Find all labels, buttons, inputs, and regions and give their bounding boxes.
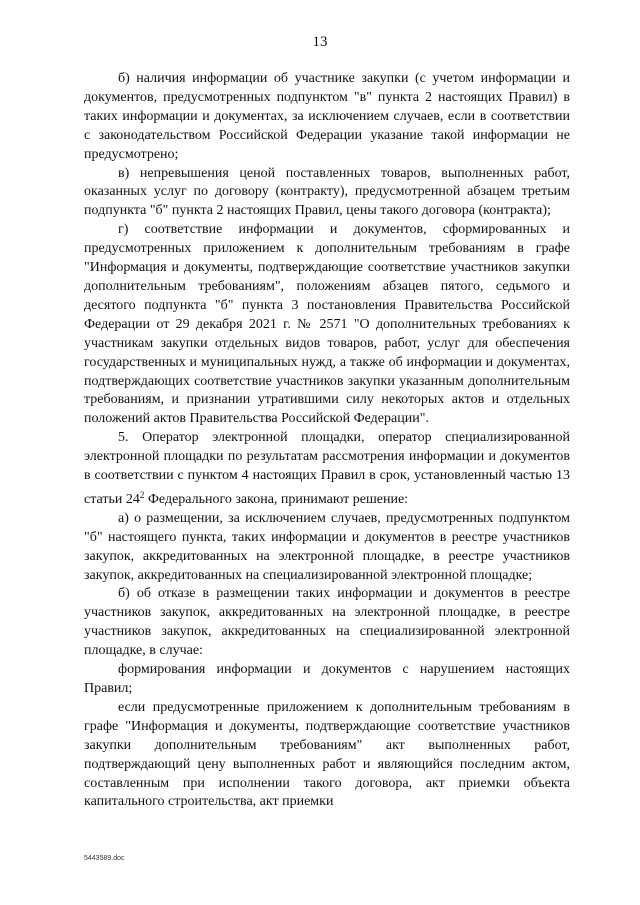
paragraph-4v: в) непревышения ценой поставленных товаров, выполненных работ, оказанных услуг по договору (контракту), предусмотренной абзацем третьим подпункта "б" пункта 2 настоящих Правил, цены такого договора (контракта); bbox=[84, 165, 570, 219]
paragraph-5b-case-2: если предусмотренные приложением к дополнительным требованиям в графе "Информация и документы, подтверждающие соответствие участников закупки дополнительным требованиям" акт выполненных работ, подтверждающий цену выполненных работ и являющийся последним актом, составленным при исполнении такого договора, акт приемки объекта капитального строительства, акт приемки bbox=[84, 699, 570, 810]
paragraph-5 bbox=[84, 429, 570, 510]
paragraph-4b: б) наличия информации об участнике закупки (с учетом информации и документов, предусмотренных подпунктом "в" пункта 2 настоящих Правил) в таких информации и документах, за исключением случаев, если в соответствии с законодательством Российской Федерации указание такой информации не предусмотрено; bbox=[84, 71, 570, 162]
document-body bbox=[84, 70, 570, 812]
paragraph-4g: г) соответствие информации и документов, сформированных и предусмотренных приложением к дополнительным требованиям в графе "Информация и документы, подтверждающие соответствие участников закупки дополнительным требованиям", положениям абзацев пятого, седьмого и десятого подпункта "б" пункта 3 постановления Правительства Российской Федерации от 29 декабря 2021 г. № 2571 "О дополнительных требованиях к участникам закупки отдельных видов товаров, работ, услуг для обеспечения государственных и муниципальных нужд, а также об информации и документах, подтверждающих соответствие участников закупки указанным дополнительным требованиям, и признании утратившими силу некоторых актов и отдельных положений актов Правительства Российской Федерации". bbox=[84, 222, 570, 427]
paragraph-5b-case-1: формирования информации и документов с нарушением настоящих Правил; bbox=[84, 662, 570, 696]
paragraph-5-text-before: 5. Оператор электронной площадки, оператор специализированной электронной площадки по результатам рассмотрения информации и документов в соответствии с пунктом 4 настоящих Правил в срок, установленный частью 13 статьи 24 bbox=[84, 430, 570, 507]
superscript: 2 bbox=[139, 489, 145, 500]
page-number: 13 bbox=[312, 34, 328, 50]
paragraph-5-text-after: Федерального закона, принимают решение: bbox=[144, 491, 409, 507]
file-name-footer: 5443589.doc bbox=[84, 855, 125, 862]
paragraph-5b: б) об отказе в размещении таких информации и документов в реестре участников закупок, аккредитованных на электронной площадке, в реестре участников закупок, аккредитованных на специализированной электронной площадке, в случае: bbox=[84, 586, 570, 659]
paragraph-5a: а) о размещении, за исключением случаев, предусмотренных подпунктом "б" настоящего пункта, таких информации и документов в реестре участников закупок, аккредитованных на электронной площадке, в реестре участников закупок, аккредитованных на специализированной электронной площадке; bbox=[84, 510, 570, 583]
